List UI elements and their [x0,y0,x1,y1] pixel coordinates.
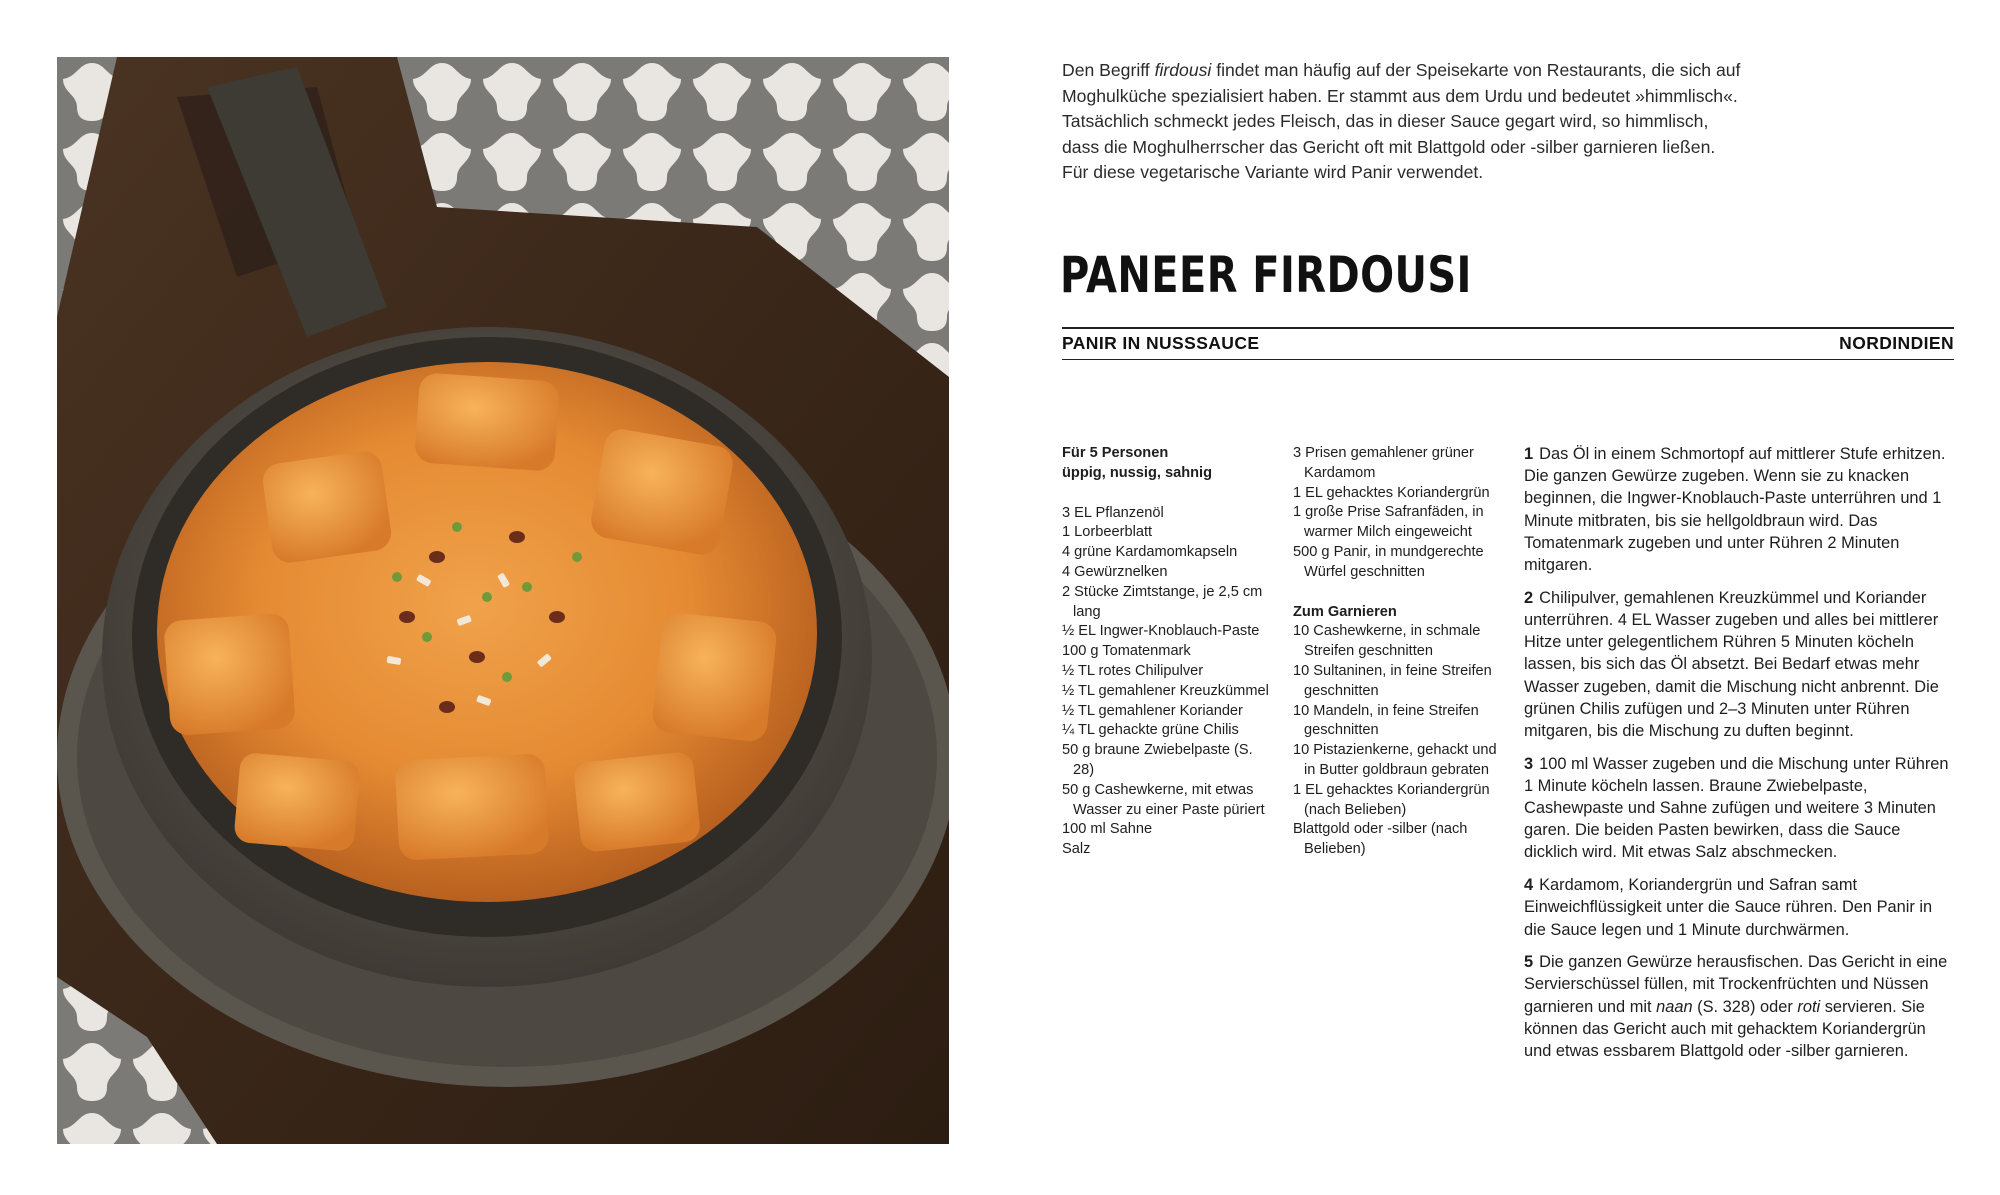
step-2 [1524,587,1956,742]
dish-photo [57,57,949,1144]
step-text: servieren. Sie können das Gericht auch mit gehacktem Koriandergrün und etwas essbarem Blattgold oder -silber garnieren. [1524,997,1926,1061]
ingredient-item: 3 Prisen gemahlener grüner Kardamom [1293,445,1474,481]
ingredient-item: 1 Lorbeerblatt [1062,524,1153,541]
garnish-heading: Zum Garnieren [1293,603,1397,620]
recipe-subtitle: PANIR IN NUSSSAUCE [1062,333,1260,353]
garnish-item: 10 Mandeln, in feine Streifen geschnitten [1293,702,1479,739]
step-3 [1524,753,1956,864]
step-5 [1524,951,1956,1062]
intro-term: firdousi [1154,60,1212,80]
intro-text-start: Den Begriff [1062,60,1155,80]
step-1 [1524,443,1956,576]
method-steps [1524,443,1956,1073]
ingredient-item: 100 g Tomatenmark [1062,643,1191,660]
ingredients-column-1 [1062,444,1277,860]
ingredients-column-2 [1293,444,1508,860]
title-rule-bottom [1062,359,1954,360]
serving-character: üppig, nussig, sahnig [1062,464,1212,481]
ingredient-item: 100 ml Sahne [1062,821,1153,838]
ingredient-item: 50 g Cashewkerne, mit etwas Wasser zu einer Paste püriert [1062,781,1265,818]
ingredient-item: 4 grüne Kardamomkapseln [1062,544,1238,561]
garnish-item: Blattgold oder -silber (nach Belieben) [1293,821,1468,858]
step-number: 3 [1524,754,1534,773]
naan-term: naan [1656,997,1693,1016]
ingredient-item: 1 EL gehacktes Koriandergrün [1293,484,1490,501]
serving-persons: Für 5 Personen [1062,445,1169,461]
garnish-item: 10 Sultaninen, in feine Streifen geschnitten [1293,662,1492,699]
intro-text-rest: findet man häufig auf der Speisekarte von Restaurants, die sich auf Moghulküche spezialisiert haben. Er stammt aus dem Urdu und bedeutet »himmlisch«. Tatsächlich schmeckt jedes Fleisch, das in dieser Sauce gegart wird, so himmlisch, dass die Moghulherrscher das Gericht oft mit Blattgold oder -silber garnieren ließen. Für diese vegetarische Variante wird Panir verwendet. [1062,60,1741,182]
ingredient-item: 1 große Prise Safranfäden, in warmer Milch eingeweicht [1293,504,1484,541]
ingredient-item: 50 g braune Zwiebelpaste (S. 28) [1062,742,1253,778]
ingredient-item: ½ TL rotes Chilipulver [1062,662,1204,679]
step-number: 5 [1524,953,1534,972]
step-text: 100 ml Wasser zugeben und die Mischung unter Rühren 1 Minute köcheln lassen. Braune Zwiebelpaste, Cashewpaste und Sahne zufügen und weitere 3 Minuten garen. Die beiden Pasten bewirken, dass die Sauce dicklich wird. Mit etwas Salz abschmecken. [1524,754,1949,862]
step-text: Das Öl in einem Schmortopf auf mittlerer Stufe erhitzen. Die ganzen Gewürze zugeben. Wenn sie zu knacken beginnen, die Ingwer-Knoblauch-Paste unterrühren und 1 Minute mitbraten, bis sie hellgoldbraun wird. Das Tomatenmark zugeben und unter Rühren 2 Minuten mitgaren. [1524,445,1946,575]
roti-term: roti [1797,997,1821,1016]
ingredient-item: ½ TL gemahlener Koriander [1062,702,1243,719]
step-text: Chilipulver, gemahlenen Kreuzkümmel und Koriander unterrühren. 4 EL Wasser zugeben und alles bei mittlerer Hitze unter gelegentlichem Rühren 5 Minuten köcheln lassen, bis sich das Öl absetzt. Bei Bedarf etwas mehr Wasser zugeben, damit die Mischung nicht anbrennt. Die grünen Chilis zufügen und 2–3 Minuten unter Rühren mitgaren, bis die Mischung zu duften beginnt. [1524,588,1939,740]
ingredient-item: 3 EL Pflanzenöl [1062,504,1164,521]
step-text: Kardamom, Koriandergrün und Safran samt Einweichflüssigkeit unter die Sauce rühren. Den Panir in die Sauce legen und 1 Minute durchwärmen. [1524,876,1933,939]
step-number: 2 [1524,588,1534,607]
ingredient-item: ½ EL Ingwer-Knoblauch-Paste [1062,623,1260,640]
ingredient-item: 4 Gewürznelken [1062,563,1168,580]
title-rule-top [1062,327,1954,329]
ingredient-item: 2 Stücke Zimtstange, je 2,5 cm lang [1062,583,1263,620]
step-number: 4 [1524,876,1534,895]
step-text: Die ganzen Gewürze herausfischen. Das Gericht in eine Servierschüssel füllen, mit Trockenfrüchten und Nüssen garnieren und mit [1524,953,1948,1016]
step-text: (S. 328) oder [1692,997,1798,1016]
garnish-item: 1 EL gehacktes Koriandergrün (nach Belieben) [1293,781,1490,818]
ingredient-item: ¼ TL gehackte grüne Chilis [1062,722,1239,739]
ingredient-item: 500 g Panir, in mundgerechte Würfel geschnitten [1293,543,1484,580]
ingredient-item: ½ TL gemahlener Kreuzkümmel [1062,682,1269,699]
dish-photo-icon [57,57,949,1144]
recipe-title: PANEER FIRDOUSI [1060,246,1472,304]
ingredient-item: Salz [1062,841,1091,858]
step-number: 1 [1524,445,1534,463]
garnish-item: 10 Pistazienkerne, gehackt und in Butter goldbraun gebraten [1293,742,1497,778]
recipe-region: NORDINDIEN [1839,333,1954,353]
intro-paragraph [1062,58,1742,186]
garnish-item: 10 Cashewkerne, in schmale Streifen geschnitten [1293,623,1481,660]
step-4 [1524,874,1956,941]
